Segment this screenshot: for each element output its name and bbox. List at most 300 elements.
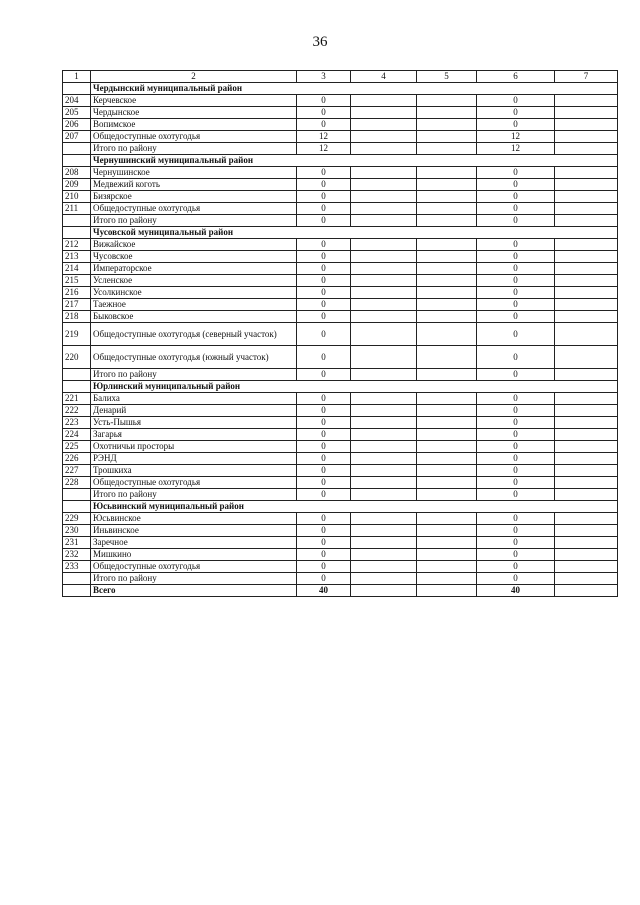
col4-value-cell [351,441,417,453]
col6-value-cell: 40 [477,585,555,597]
col3-value-cell: 0 [297,167,351,179]
table-row [63,549,618,561]
col6-value-cell: 0 [477,417,555,429]
col5-value-cell [417,477,477,489]
table-row [63,179,618,191]
col4-value-cell [351,191,417,203]
col7-value-cell [555,489,618,501]
col6-value-cell: 0 [477,537,555,549]
row-number-cell: 230 [63,525,91,537]
col6-value-cell: 0 [477,287,555,299]
row-number-cell: 220 [63,346,91,369]
col4-value-cell [351,537,417,549]
row-number-cell: 229 [63,513,91,525]
col7-value-cell [555,417,618,429]
col5-value-cell [417,393,477,405]
col4-value-cell [351,489,417,501]
col5-value-cell [417,561,477,573]
col7-value-cell [555,561,618,573]
area-name-cell: Общедоступные охотугодья [91,131,297,143]
col3-value-cell: 0 [297,203,351,215]
col7-value-cell [555,215,618,227]
col7-value-cell [555,119,618,131]
col3-value-cell: 0 [297,107,351,119]
col3-value-cell: 0 [297,119,351,131]
col5-value-cell [417,441,477,453]
hunting-grounds-table [62,70,618,597]
col6-value-cell: 0 [477,513,555,525]
row-number-cell: 207 [63,131,91,143]
table-header-row [63,71,618,83]
row-number-cell: 227 [63,465,91,477]
row-number-cell [63,215,91,227]
col7-value-cell [555,323,618,346]
col3-value-cell: 0 [297,239,351,251]
col3-value-cell: 12 [297,143,351,155]
col5-value-cell [417,346,477,369]
col5-value-cell [417,275,477,287]
area-name-cell: Таежное [91,299,297,311]
col6-value-cell: 0 [477,215,555,227]
col5-value-cell [417,287,477,299]
area-name-cell: Итого по району [91,143,297,155]
col7-value-cell [555,393,618,405]
table-row [63,131,618,143]
col6-value-cell: 0 [477,311,555,323]
table-row [63,489,618,501]
table-row [63,107,618,119]
col5-value-cell [417,323,477,346]
col3-value-cell: 0 [297,465,351,477]
row-number-cell: 211 [63,203,91,215]
row-number-cell: 213 [63,251,91,263]
col7-value-cell [555,346,618,369]
col6-value-cell: 0 [477,405,555,417]
area-name-cell: Юсьвинское [91,513,297,525]
col5-value-cell [417,537,477,549]
col6-value-cell: 0 [477,251,555,263]
table-row [63,561,618,573]
table-row [63,275,618,287]
header-cell: 4 [351,71,417,83]
row-number-cell: 225 [63,441,91,453]
table-row [63,215,618,227]
col4-value-cell [351,561,417,573]
area-name-cell: Общедоступные охотугодья [91,477,297,489]
col5-value-cell [417,369,477,381]
table-row [63,143,618,155]
col4-value-cell [351,477,417,489]
col4-value-cell [351,299,417,311]
col6-value-cell: 0 [477,489,555,501]
row-number-cell: 221 [63,393,91,405]
col3-value-cell: 0 [297,453,351,465]
col5-value-cell [417,131,477,143]
col7-value-cell [555,95,618,107]
col7-value-cell [555,429,618,441]
col6-value-cell: 0 [477,477,555,489]
row-number-cell: 231 [63,537,91,549]
table-row [63,167,618,179]
row-number-cell: 204 [63,95,91,107]
row-number-cell [63,585,91,597]
col4-value-cell [351,323,417,346]
area-name-cell: Общедоступные охотугодья [91,561,297,573]
col7-value-cell [555,537,618,549]
col4-value-cell [351,393,417,405]
col4-value-cell [351,251,417,263]
col6-value-cell: 0 [477,549,555,561]
row-number-cell: 206 [63,119,91,131]
col5-value-cell [417,95,477,107]
col6-value-cell: 12 [477,143,555,155]
col7-value-cell [555,477,618,489]
area-name-cell: Чердынское [91,107,297,119]
col4-value-cell [351,429,417,441]
table-row [63,251,618,263]
col5-value-cell [417,119,477,131]
table-row [63,191,618,203]
col5-value-cell [417,215,477,227]
table-row [63,537,618,549]
col4-value-cell [351,143,417,155]
table-row [63,513,618,525]
col4-value-cell [351,585,417,597]
col5-value-cell [417,573,477,585]
header-cell: 7 [555,71,618,83]
col4-value-cell [351,119,417,131]
col5-value-cell [417,311,477,323]
table-row [63,405,618,417]
col3-value-cell: 0 [297,549,351,561]
col3-value-cell: 0 [297,489,351,501]
col3-value-cell: 0 [297,215,351,227]
table-row [63,429,618,441]
col7-value-cell [555,167,618,179]
header-cell: 5 [417,71,477,83]
col4-value-cell [351,465,417,477]
col5-value-cell [417,417,477,429]
row-number-cell: 208 [63,167,91,179]
col6-value-cell: 0 [477,323,555,346]
col5-value-cell [417,513,477,525]
col4-value-cell [351,287,417,299]
col5-value-cell [417,179,477,191]
row-number-cell: 224 [63,429,91,441]
area-name-cell: Усть-Пышья [91,417,297,429]
col7-value-cell [555,369,618,381]
col3-value-cell: 0 [297,405,351,417]
col5-value-cell [417,465,477,477]
col4-value-cell [351,525,417,537]
col4-value-cell [351,107,417,119]
col5-value-cell [417,405,477,417]
col6-value-cell: 0 [477,119,555,131]
col3-value-cell: 0 [297,537,351,549]
area-name-cell: Медвежий коготь [91,179,297,191]
col3-value-cell: 0 [297,191,351,203]
col5-value-cell [417,585,477,597]
col3-value-cell: 0 [297,525,351,537]
area-name-cell: Усленское [91,275,297,287]
col7-value-cell [555,203,618,215]
row-number-cell: 212 [63,239,91,251]
table-row [63,311,618,323]
area-name-cell: Трошкиха [91,465,297,477]
col6-value-cell: 0 [477,525,555,537]
row-number-cell: 210 [63,191,91,203]
table-row [63,299,618,311]
col4-value-cell [351,239,417,251]
page-number: 36 [312,34,328,50]
col5-value-cell [417,453,477,465]
row-number-cell: 215 [63,275,91,287]
col4-value-cell [351,215,417,227]
table-row [63,477,618,489]
table-row [63,417,618,429]
district-name: Чердынский муниципальный район [91,83,618,95]
row-number-cell [63,573,91,585]
col6-value-cell: 0 [477,275,555,287]
col5-value-cell [417,251,477,263]
col7-value-cell [555,275,618,287]
area-name-cell: РЭНД [91,453,297,465]
row-number-cell: 214 [63,263,91,275]
col4-value-cell [351,346,417,369]
col3-value-cell: 0 [297,513,351,525]
header-cell: 1 [63,71,91,83]
col7-value-cell [555,549,618,561]
row-number-cell: 217 [63,299,91,311]
col3-value-cell: 12 [297,131,351,143]
area-name-cell: Мишкино [91,549,297,561]
table-row [63,263,618,275]
row-number-cell [63,143,91,155]
col7-value-cell [555,107,618,119]
col5-value-cell [417,299,477,311]
col4-value-cell [351,203,417,215]
row-number-cell: 219 [63,323,91,346]
district-header-row [63,501,618,513]
col6-value-cell: 0 [477,346,555,369]
table-row [63,346,618,369]
col3-value-cell: 0 [297,275,351,287]
col3-value-cell: 0 [297,429,351,441]
col7-value-cell [555,513,618,525]
area-name-cell: Итого по району [91,215,297,227]
col7-value-cell [555,263,618,275]
col4-value-cell [351,549,417,561]
col3-value-cell: 0 [297,323,351,346]
row-number-cell: 223 [63,417,91,429]
district-name: Юрлинский муниципальный район [91,381,618,393]
row-number-cell: 226 [63,453,91,465]
table-body [63,71,618,597]
col3-value-cell: 0 [297,561,351,573]
col7-value-cell [555,585,618,597]
col6-value-cell: 0 [477,393,555,405]
col7-value-cell [555,143,618,155]
col4-value-cell [351,275,417,287]
row-number-cell: 216 [63,287,91,299]
col7-value-cell [555,287,618,299]
col6-value-cell: 0 [477,299,555,311]
row-number-cell [63,155,91,167]
col4-value-cell [351,95,417,107]
col4-value-cell [351,263,417,275]
col6-value-cell: 0 [477,429,555,441]
col6-value-cell: 0 [477,369,555,381]
area-name-cell: Вижайское [91,239,297,251]
col6-value-cell: 0 [477,465,555,477]
table-row [63,525,618,537]
col5-value-cell [417,191,477,203]
district-name: Юсьвинский муниципальный район [91,501,618,513]
area-name-cell: Денарий [91,405,297,417]
district-name: Чернушинский муниципальный район [91,155,618,167]
area-name-cell: Итого по району [91,369,297,381]
area-name-cell: Общедоступные охотугодья (южный участок) [91,346,297,369]
row-number-cell: 222 [63,405,91,417]
col5-value-cell [417,263,477,275]
col3-value-cell: 0 [297,393,351,405]
col7-value-cell [555,465,618,477]
col7-value-cell [555,573,618,585]
area-name-cell: Балиха [91,393,297,405]
col7-value-cell [555,179,618,191]
row-number-cell [63,381,91,393]
col4-value-cell [351,131,417,143]
col5-value-cell [417,143,477,155]
col5-value-cell [417,489,477,501]
row-number-cell [63,369,91,381]
col3-value-cell: 0 [297,417,351,429]
row-number-cell [63,501,91,513]
col6-value-cell: 0 [477,179,555,191]
col7-value-cell [555,239,618,251]
col3-value-cell: 0 [297,263,351,275]
table-row [63,95,618,107]
area-name-cell: Охотничьи просторы [91,441,297,453]
grand-total-row [63,585,618,597]
col3-value-cell: 0 [297,441,351,453]
col3-value-cell: 0 [297,179,351,191]
col7-value-cell [555,441,618,453]
col6-value-cell: 0 [477,573,555,585]
col7-value-cell [555,191,618,203]
col3-value-cell: 0 [297,477,351,489]
col5-value-cell [417,429,477,441]
area-name-cell: Заречное [91,537,297,549]
row-number-cell [63,489,91,501]
area-name-cell: Вопимское [91,119,297,131]
col3-value-cell: 0 [297,95,351,107]
col6-value-cell: 12 [477,131,555,143]
row-number-cell: 228 [63,477,91,489]
row-number-cell [63,83,91,95]
col3-value-cell: 0 [297,299,351,311]
col6-value-cell: 0 [477,441,555,453]
district-name: Чусовской муниципальный район [91,227,618,239]
col4-value-cell [351,369,417,381]
table-row [63,287,618,299]
col4-value-cell [351,513,417,525]
area-name-cell: Чусовское [91,251,297,263]
col6-value-cell: 0 [477,263,555,275]
col5-value-cell [417,107,477,119]
col3-value-cell: 0 [297,311,351,323]
district-header-row [63,381,618,393]
col6-value-cell: 0 [477,107,555,119]
row-number-cell: 233 [63,561,91,573]
table-row [63,369,618,381]
col5-value-cell [417,525,477,537]
col5-value-cell [417,549,477,561]
table-row [63,393,618,405]
area-name-cell: Иньвинское [91,525,297,537]
col5-value-cell [417,239,477,251]
area-name-cell: Общедоступные охотугодья [91,203,297,215]
col5-value-cell [417,203,477,215]
table-row [63,323,618,346]
col7-value-cell [555,453,618,465]
col3-value-cell: 40 [297,585,351,597]
col7-value-cell [555,131,618,143]
col3-value-cell: 0 [297,346,351,369]
col4-value-cell [351,405,417,417]
col7-value-cell [555,299,618,311]
col6-value-cell: 0 [477,561,555,573]
row-number-cell [63,227,91,239]
col6-value-cell: 0 [477,203,555,215]
col3-value-cell: 0 [297,251,351,263]
col4-value-cell [351,453,417,465]
area-name-cell: Итого по району [91,573,297,585]
table-row [63,441,618,453]
col6-value-cell: 0 [477,191,555,203]
district-header-row [63,83,618,95]
header-cell: 2 [91,71,297,83]
col6-value-cell: 0 [477,239,555,251]
col3-value-cell: 0 [297,287,351,299]
col5-value-cell [417,167,477,179]
area-name-cell: Загарья [91,429,297,441]
area-name-cell: Керчевское [91,95,297,107]
table-row [63,119,618,131]
area-name-cell: Итого по району [91,489,297,501]
col3-value-cell: 0 [297,573,351,585]
col7-value-cell [555,311,618,323]
table-row [63,203,618,215]
district-header-row [63,227,618,239]
row-number-cell: 232 [63,549,91,561]
col6-value-cell: 0 [477,453,555,465]
col4-value-cell [351,179,417,191]
col4-value-cell [351,311,417,323]
area-name-cell: Чернушинское [91,167,297,179]
row-number-cell: 205 [63,107,91,119]
table-row [63,239,618,251]
area-name-cell: Общедоступные охотугодья (северный участок) [91,323,297,346]
table-row [63,573,618,585]
district-header-row [63,155,618,167]
table-row [63,465,618,477]
col7-value-cell [555,405,618,417]
col7-value-cell [555,251,618,263]
row-number-cell: 218 [63,311,91,323]
row-number-cell: 209 [63,179,91,191]
area-name-cell: Императорское [91,263,297,275]
